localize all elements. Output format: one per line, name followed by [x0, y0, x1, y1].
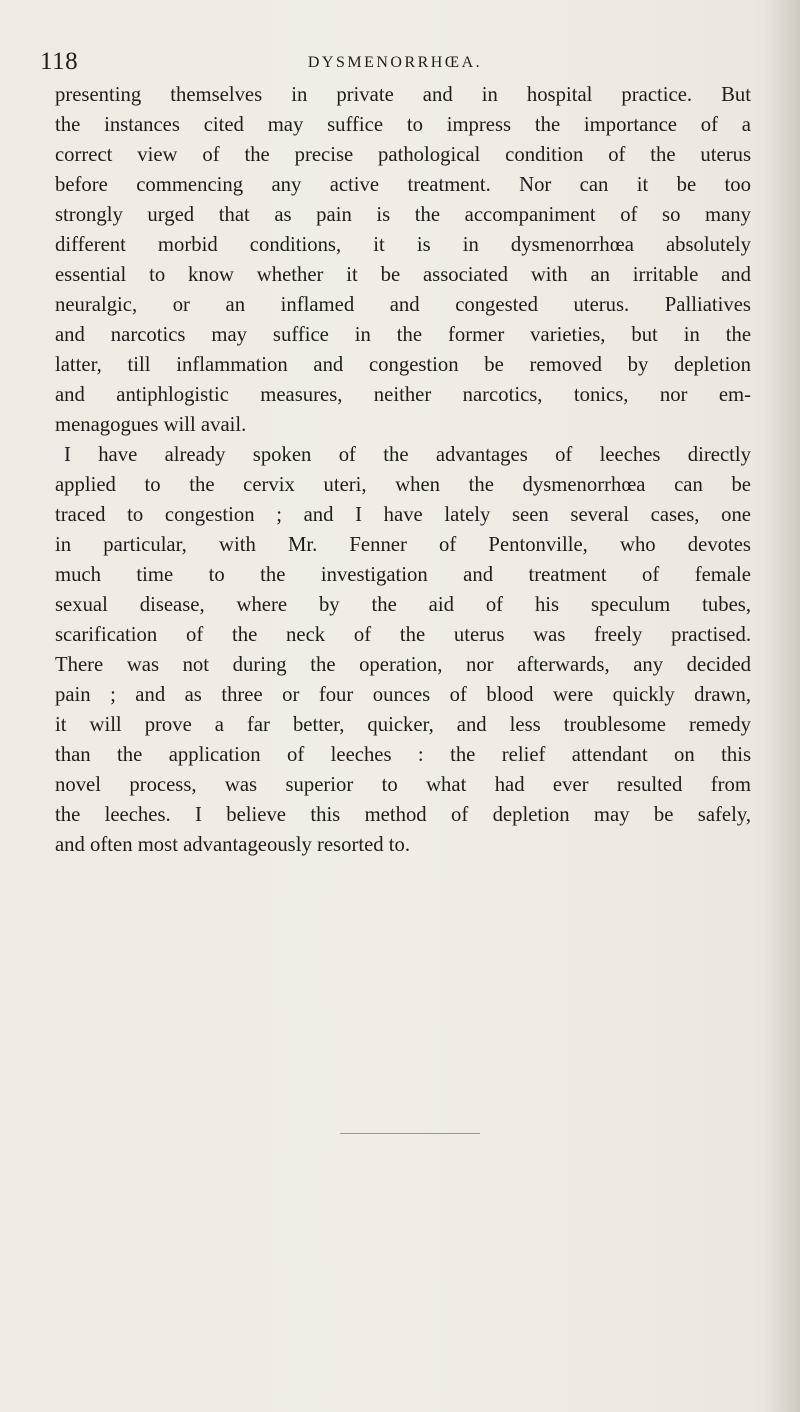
text-line: latter, till inflammation and congestion be removed by depletion: [55, 354, 751, 376]
paragraph-2: [55, 440, 751, 860]
text-line: applied to the cervix uteri, when the dysmenorrhœa can be: [55, 474, 751, 496]
text-line: menagogues will avail.: [55, 414, 247, 436]
text-line: pain ; and as three or four ounces of blood were quickly drawn,: [55, 684, 751, 706]
body-text: [55, 80, 751, 860]
text-line: it will prove a far better, quicker, and less troublesome remedy: [55, 714, 751, 736]
text-line: before commencing any active treatment. Nor can it be too: [55, 174, 751, 196]
text-line: scarification of the neck of the uterus was freely practised.: [55, 624, 751, 646]
text-line: novel process, was superior to what had ever resulted from: [55, 774, 751, 796]
page-edge-shadow: [764, 0, 800, 1412]
text-line: much time to the investigation and treatment of female: [55, 564, 751, 586]
text-line: the instances cited may suffice to impress the importance of a: [55, 114, 751, 136]
text-line: neuralgic, or an inflamed and congested uterus. Palliatives: [55, 294, 751, 316]
text-line: and often most advantageously resorted to.: [55, 834, 411, 856]
running-head: DYSMENORRHŒA.: [307, 54, 483, 71]
text-line: traced to congestion ; and I have lately seen several cases, one: [55, 504, 751, 526]
text-line: There was not during the operation, nor afterwards, any decided: [55, 654, 751, 676]
text-line: than the application of leeches : the relief attendant on this: [55, 744, 751, 766]
text-line: and antiphlogistic measures, neither narcotics, tonics, nor em-: [55, 384, 751, 406]
text-line: the leeches. I believe this method of depletion may be safely,: [55, 804, 751, 826]
text-line: I have already spoken of the advantages of leeches directly: [64, 444, 751, 466]
section-divider: [340, 1133, 480, 1134]
text-line: different morbid conditions, it is in dysmenorrhœa absolutely: [55, 234, 751, 256]
paragraph-1: [55, 80, 751, 440]
text-line: presenting themselves in private and in hospital practice. But: [55, 84, 751, 106]
text-line: sexual disease, where by the aid of his speculum tubes,: [55, 594, 751, 616]
text-line: essential to know whether it be associated with an irritable and: [55, 264, 751, 286]
text-line: strongly urged that as pain is the accompaniment of so many: [55, 204, 751, 226]
text-line: in particular, with Mr. Fenner of Pentonville, who devotes: [55, 534, 751, 556]
page-number: 118: [40, 48, 79, 75]
text-line: and narcotics may suffice in the former varieties, but in the: [55, 324, 751, 346]
page-header: [40, 48, 750, 84]
text-line: correct view of the precise pathological condition of the uterus: [55, 144, 751, 166]
